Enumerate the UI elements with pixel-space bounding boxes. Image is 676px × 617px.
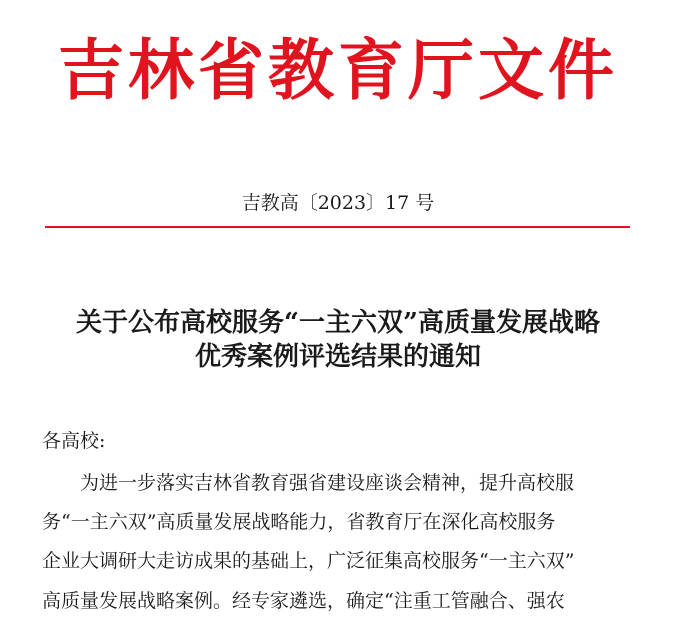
body-line-3: 企业大调研大走访成果的基础上，广泛征集高校服务“一主六双” <box>42 550 575 572</box>
notice-title-line-2: 优秀案例评选结果的通知 <box>194 342 481 372</box>
body-line-2: 务“一主六双”高质量发展战略能力，省教育厅在深化高校服务 <box>42 511 556 533</box>
notice-title <box>0 306 676 374</box>
body-line-4: 高质量发展战略案例。经专家遴选，确定“注重工管融合、强农 <box>42 590 565 612</box>
red-divider-line <box>45 226 630 228</box>
salutation: 各高校: <box>42 430 106 452</box>
document-header-title: 吉林省教育厅文件 <box>58 31 618 109</box>
document-number: 吉教高〔2023〕17 号 <box>241 192 435 214</box>
body-line-1: 为进一步落实吉林省教育强省建设座谈会精神，提升高校服 <box>42 472 575 494</box>
notice-title-line-1: 关于公布高校服务“一主六双”高质量发展战略 <box>76 308 600 338</box>
